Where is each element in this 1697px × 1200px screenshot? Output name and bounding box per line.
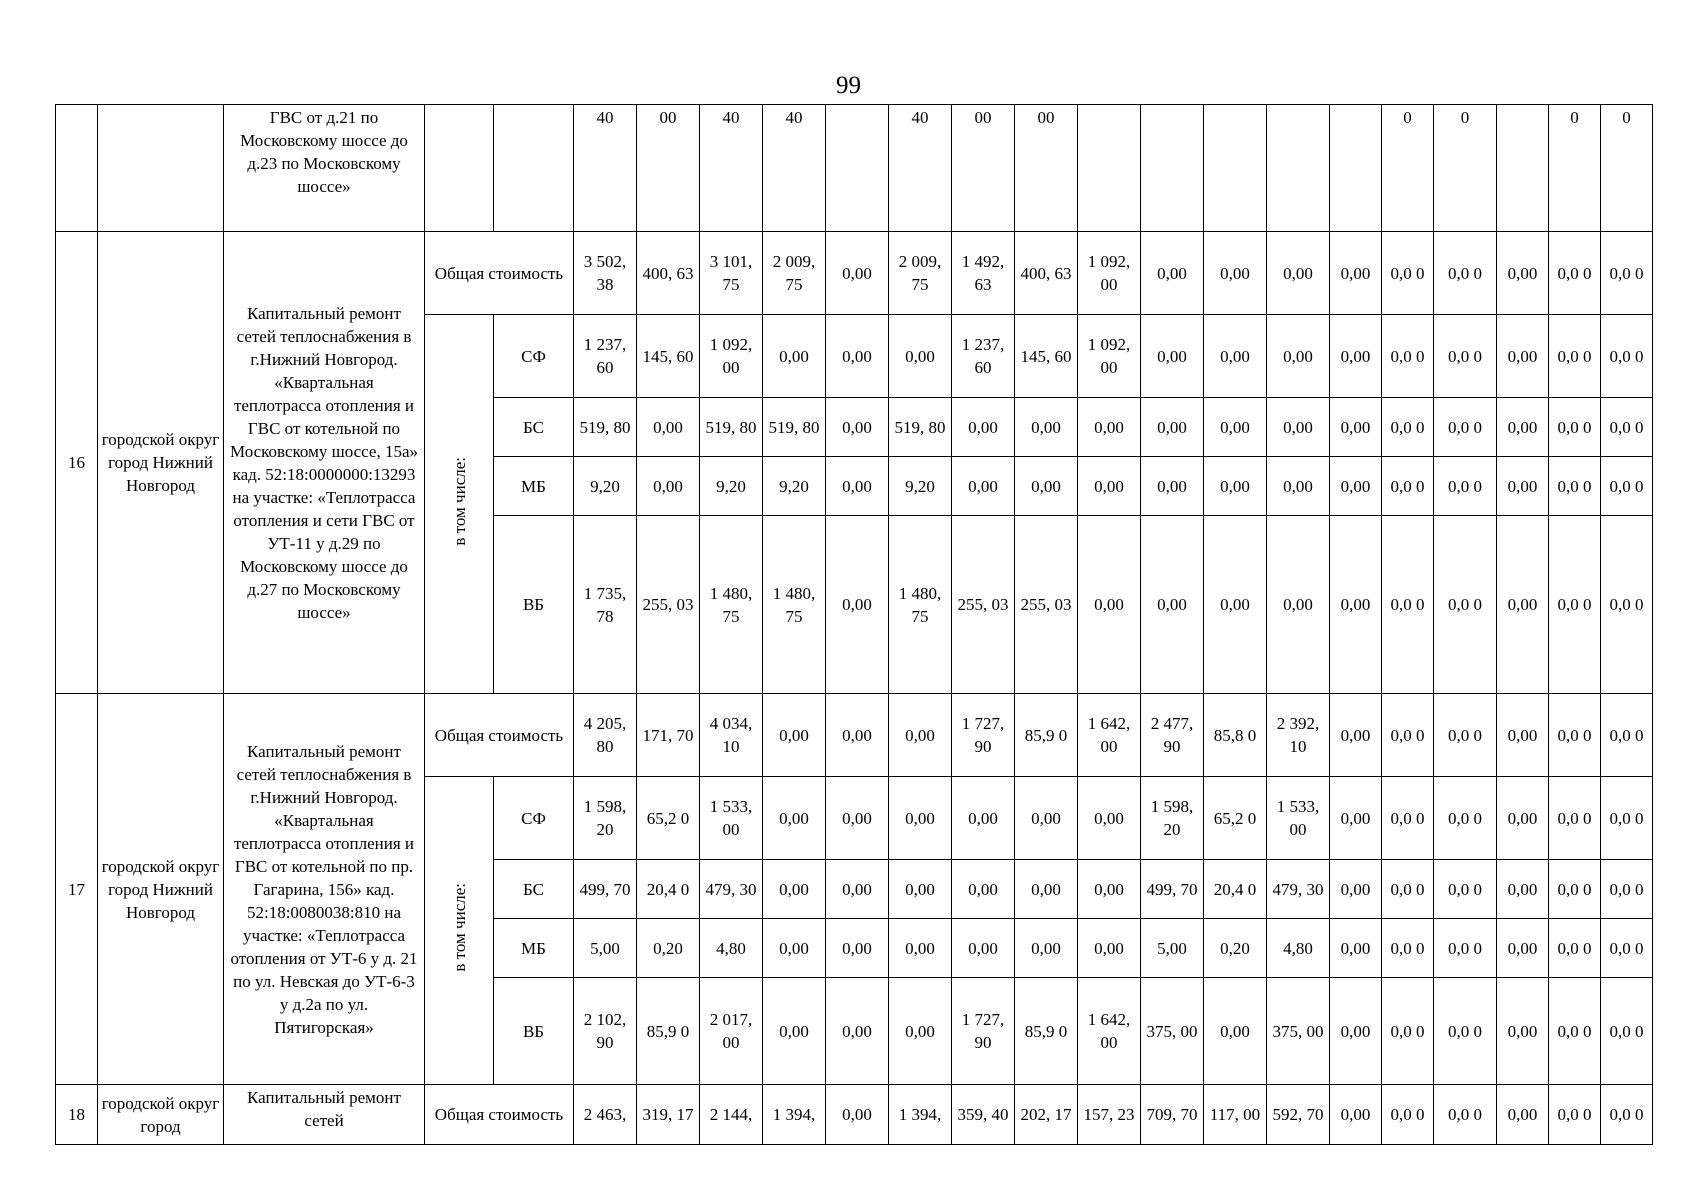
value-cell: 0,00 [1330,315,1382,398]
value-cell: 0,00 [1497,978,1549,1085]
value-cell: 1 533, 00 [700,777,763,860]
including-label-cell [425,777,494,1085]
value-cell: 0 [1549,105,1601,232]
value-cell: 0,0 0 [1382,315,1434,398]
value-cell: 0,00 [889,777,952,860]
total-label: Общая стоимость [425,232,574,315]
funding-source-label: БС [494,398,574,457]
value-cell: 0,00 [763,919,826,978]
value-cell: 40 [700,105,763,232]
value-cell: 1 394, [889,1085,952,1145]
value-cell: 5,00 [574,919,637,978]
value-cell: 375, 00 [1267,978,1330,1085]
municipality-cell: городской округ город [98,1085,224,1145]
value-cell: 1 735, 78 [574,516,637,694]
value-cell: 0,00 [1078,398,1141,457]
value-cell: 0,00 [1497,398,1549,457]
value-cell: 0,0 0 [1434,694,1497,777]
value-cell: 4 205, 80 [574,694,637,777]
value-cell: 0,0 0 [1382,694,1434,777]
value-cell: 255, 03 [637,516,700,694]
municipality-cell: городской округ город Нижний Новгород [98,232,224,694]
value-cell: 0,00 [952,457,1015,516]
value-cell: 0,0 0 [1382,978,1434,1085]
value-cell: 0,0 0 [1601,1085,1653,1145]
value-cell: 0,0 0 [1382,516,1434,694]
value-cell: 0,00 [1497,516,1549,694]
value-cell: 0,00 [763,860,826,919]
value-cell [1330,105,1382,232]
funding-source-label: ВБ [494,516,574,694]
value-cell: 0,0 0 [1434,919,1497,978]
value-cell: 0,0 0 [1382,398,1434,457]
value-cell: 0,0 0 [1549,694,1601,777]
value-cell: 0,00 [1330,516,1382,694]
value-cell: 0,0 0 [1549,232,1601,315]
description-cell: Капитальный ремонт сетей теплоснабжения в г.Нижний Новгород. «Квартальная теплотрасса отопления и ГВС от котельной по Московскому шоссе, 15а» кад. 52:18:0000000:13293 на участке: «Теплотрасса отопления и сети ГВС от УТ-11 у д.29 по Московскому шоссе до д.27 по Московскому шоссе» [224,232,425,694]
value-cell: 2 477, 90 [1141,694,1204,777]
value-cell: 85,9 0 [1015,694,1078,777]
value-cell: 0,00 [826,398,889,457]
number-cell [56,105,98,232]
value-cell: 2 102, 90 [574,978,637,1085]
value-cell: 0,0 0 [1434,457,1497,516]
value-cell: 0,00 [1330,694,1382,777]
value-cell: 0,00 [763,315,826,398]
value-cell [1267,105,1330,232]
value-cell: 0,00 [1015,457,1078,516]
value-cell: 0,00 [1497,777,1549,860]
value-cell: 65,2 0 [637,777,700,860]
value-cell: 0,00 [826,516,889,694]
value-cell: 0,00 [1141,516,1204,694]
value-cell: 40 [574,105,637,232]
value-cell: 0,0 0 [1382,1085,1434,1145]
value-cell: 9,20 [763,457,826,516]
value-cell: 1 642, 00 [1078,978,1141,1085]
value-cell: 0,00 [952,919,1015,978]
value-cell: 0,00 [1267,457,1330,516]
value-cell: 0,0 0 [1601,398,1653,457]
value-cell: 9,20 [574,457,637,516]
value-cell: 0,0 0 [1382,232,1434,315]
value-cell: 0,00 [1204,398,1267,457]
value-cell [1141,105,1204,232]
funding-source-label: СФ [494,315,574,398]
value-cell: 0,0 0 [1434,777,1497,860]
description-cell: Капитальный ремонт сетей [224,1085,425,1145]
value-cell: 0,00 [889,694,952,777]
value-cell: 400, 63 [637,232,700,315]
value-cell: 0,00 [889,860,952,919]
including-label: в том числе: [449,456,469,546]
value-cell: 0,00 [1267,315,1330,398]
value-cell: 0,00 [1078,516,1141,694]
value-cell: 0,00 [1078,919,1141,978]
value-cell: 0,00 [763,777,826,860]
value-cell: 0,00 [1497,1085,1549,1145]
value-cell: 0,00 [1204,232,1267,315]
value-cell: 0,00 [1078,457,1141,516]
value-cell: 40 [889,105,952,232]
value-cell: 1 727, 90 [952,978,1015,1085]
value-cell: 0,00 [826,694,889,777]
value-cell: 0,0 0 [1601,516,1653,694]
value-cell: 319, 17 [637,1085,700,1145]
value-cell: 0,00 [1267,398,1330,457]
value-cell: 0,0 0 [1601,457,1653,516]
value-cell: 0,00 [1078,777,1141,860]
value-cell: 0,00 [1204,978,1267,1085]
value-cell: 519, 80 [763,398,826,457]
value-cell: 0,20 [637,919,700,978]
value-cell: 1 092, 00 [700,315,763,398]
number-cell: 18 [56,1085,98,1145]
value-cell: 85,9 0 [1015,978,1078,1085]
value-cell: 0,0 0 [1382,919,1434,978]
value-cell: 1 237, 60 [574,315,637,398]
municipality-cell [98,105,224,232]
value-cell: 5,00 [1141,919,1204,978]
value-cell: 20,4 0 [637,860,700,919]
value-cell: 0,0 0 [1434,1085,1497,1145]
table-row [56,694,1653,777]
value-cell: 0,00 [1497,919,1549,978]
value-cell: 0,0 0 [1601,694,1653,777]
value-cell: 0,00 [826,919,889,978]
funding-source-label: БС [494,860,574,919]
value-cell: 0,0 0 [1549,777,1601,860]
value-cell: 0,0 0 [1549,457,1601,516]
value-cell: 0,00 [889,978,952,1085]
value-cell: 0,00 [1497,457,1549,516]
value-cell: 0,00 [1204,457,1267,516]
value-cell: 0,00 [1141,457,1204,516]
value-cell: 0,0 0 [1434,315,1497,398]
funding-source-label: ВБ [494,978,574,1085]
value-cell: 0,0 0 [1382,777,1434,860]
value-cell: 0,0 0 [1549,919,1601,978]
value-cell: 0,00 [1267,516,1330,694]
value-cell: 0,00 [1330,777,1382,860]
value-cell: 1 092, 00 [1078,315,1141,398]
value-cell: 0,00 [637,457,700,516]
value-cell: 0,00 [1141,315,1204,398]
value-cell: 0,00 [826,457,889,516]
value-cell: 85,8 0 [1204,694,1267,777]
number-cell: 17 [56,694,98,1085]
page-number: 99 [836,72,861,99]
value-cell: 2 463, [574,1085,637,1145]
value-cell: 479, 30 [700,860,763,919]
label-cell [425,105,494,232]
value-cell: 00 [637,105,700,232]
value-cell: 171, 70 [637,694,700,777]
value-cell: 157, 23 [1078,1085,1141,1145]
value-cell: 519, 80 [889,398,952,457]
value-cell: 0 [1382,105,1434,232]
value-cell: 0,00 [1078,860,1141,919]
value-cell: 00 [952,105,1015,232]
value-cell: 0,00 [1141,398,1204,457]
value-cell: 0,00 [1497,860,1549,919]
funding-source-label: МБ [494,919,574,978]
value-cell: 0,0 0 [1434,860,1497,919]
value-cell: 3 101, 75 [700,232,763,315]
value-cell: 1 092, 00 [1078,232,1141,315]
including-label-cell [425,315,494,694]
value-cell: 4,80 [700,919,763,978]
value-cell [826,105,889,232]
value-cell: 375, 00 [1141,978,1204,1085]
value-cell: 0,00 [1330,919,1382,978]
value-cell: 1 642, 00 [1078,694,1141,777]
value-cell: 0,0 0 [1601,777,1653,860]
value-cell: 1 394, [763,1085,826,1145]
value-cell: 0,0 0 [1549,516,1601,694]
including-label: в том числе: [449,883,469,972]
value-cell: 0,00 [1330,398,1382,457]
value-cell: 0,00 [952,777,1015,860]
value-cell: 400, 63 [1015,232,1078,315]
value-cell: 0,0 0 [1434,398,1497,457]
value-cell: 0,00 [826,315,889,398]
funding-source-label: СФ [494,777,574,860]
value-cell: 0,00 [1204,315,1267,398]
value-cell: 519, 80 [574,398,637,457]
value-cell: 0,0 0 [1601,978,1653,1085]
value-cell: 2 009, 75 [889,232,952,315]
value-cell: 0 [1434,105,1497,232]
funding-source-label: МБ [494,457,574,516]
value-cell: 0,00 [1330,457,1382,516]
value-cell: 0,0 0 [1601,860,1653,919]
value-cell: 0,00 [952,860,1015,919]
value-cell: 0,0 0 [1549,398,1601,457]
value-cell: 1 598, 20 [574,777,637,860]
value-cell [1204,105,1267,232]
value-cell: 145, 60 [1015,315,1078,398]
value-cell: 0,0 0 [1549,978,1601,1085]
value-cell: 255, 03 [952,516,1015,694]
value-cell: 1 480, 75 [700,516,763,694]
value-cell: 65,2 0 [1204,777,1267,860]
value-cell: 0,0 0 [1434,978,1497,1085]
value-cell: 0,00 [889,315,952,398]
description-cell: ГВС от д.21 по Московскому шоссе до д.23 по Московскому шоссе» [224,105,425,232]
value-cell: 1 727, 90 [952,694,1015,777]
value-cell: 0,00 [1330,1085,1382,1145]
value-cell: 0,00 [1015,919,1078,978]
value-cell: 519, 80 [700,398,763,457]
total-label: Общая стоимость [425,694,574,777]
value-cell: 0,00 [1330,232,1382,315]
value-cell: 359, 40 [952,1085,1015,1145]
value-cell: 0,00 [1204,516,1267,694]
value-cell: 0,00 [826,978,889,1085]
value-cell: 0,00 [826,777,889,860]
value-cell: 0,00 [1497,315,1549,398]
value-cell: 0,20 [1204,919,1267,978]
value-cell: 4 034, 10 [700,694,763,777]
value-cell: 0,0 0 [1601,232,1653,315]
value-cell: 1 480, 75 [763,516,826,694]
number-cell: 16 [56,232,98,694]
value-cell: 0,00 [952,398,1015,457]
municipality-cell: городской округ город Нижний Новгород [98,694,224,1085]
value-cell: 2 009, 75 [763,232,826,315]
value-cell: 9,20 [889,457,952,516]
value-cell: 0 [1601,105,1653,232]
value-cell: 0,00 [637,398,700,457]
value-cell: 0,00 [1015,777,1078,860]
value-cell: 0,00 [1330,860,1382,919]
value-cell: 40 [763,105,826,232]
value-cell: 592, 70 [1267,1085,1330,1145]
value-cell: 2 017, 00 [700,978,763,1085]
value-cell: 0,0 0 [1601,315,1653,398]
budget-table [55,104,1653,1145]
value-cell: 0,00 [1015,860,1078,919]
table-row [56,232,1653,315]
value-cell: 0,00 [763,978,826,1085]
value-cell: 117, 00 [1204,1085,1267,1145]
value-cell: 0,00 [1141,232,1204,315]
description-cell: Капитальный ремонт сетей теплоснабжения в г.Нижний Новгород. «Квартальная теплотрасса отопления и ГВС от котельной по пр. Гагарина, 156» кад. 52:18:0080038:810 на участке: «Теплотрасса отопления от УТ-6 у д. 21 по ул. Невская до УТ-6-3 у д.2а по ул. Пятигорская» [224,694,425,1085]
value-cell: 0,0 0 [1601,919,1653,978]
label-cell [494,105,574,232]
table-row [56,1085,1653,1145]
value-cell: 0,0 0 [1434,516,1497,694]
value-cell: 709, 70 [1141,1085,1204,1145]
value-cell: 0,00 [826,860,889,919]
value-cell: 3 502, 38 [574,232,637,315]
value-cell: 0,0 0 [1549,860,1601,919]
value-cell: 255, 03 [1015,516,1078,694]
value-cell: 20,4 0 [1204,860,1267,919]
value-cell: 202, 17 [1015,1085,1078,1145]
value-cell: 0,00 [1497,694,1549,777]
value-cell: 2 392, 10 [1267,694,1330,777]
value-cell: 85,9 0 [637,978,700,1085]
value-cell: 0,0 0 [1549,1085,1601,1145]
value-cell: 0,00 [1330,978,1382,1085]
value-cell: 1 533, 00 [1267,777,1330,860]
total-label: Общая стоимость [425,1085,574,1145]
value-cell: 1 480, 75 [889,516,952,694]
value-cell: 1 492, 63 [952,232,1015,315]
value-cell: 0,00 [826,1085,889,1145]
value-cell: 1 598, 20 [1141,777,1204,860]
value-cell: 0,0 0 [1549,315,1601,398]
value-cell: 145, 60 [637,315,700,398]
value-cell: 0,0 0 [1382,457,1434,516]
value-cell: 479, 30 [1267,860,1330,919]
table-row [56,105,1653,232]
value-cell: 0,00 [826,232,889,315]
value-cell: 0,00 [1267,232,1330,315]
value-cell: 9,20 [700,457,763,516]
value-cell [1497,105,1549,232]
value-cell: 0,00 [1015,398,1078,457]
value-cell: 0,0 0 [1382,860,1434,919]
value-cell: 1 237, 60 [952,315,1015,398]
value-cell: 2 144, [700,1085,763,1145]
value-cell: 0,0 0 [1434,232,1497,315]
value-cell: 00 [1015,105,1078,232]
value-cell: 0,00 [763,694,826,777]
value-cell: 0,00 [889,919,952,978]
value-cell: 0,00 [1497,232,1549,315]
value-cell: 4,80 [1267,919,1330,978]
value-cell: 499, 70 [1141,860,1204,919]
value-cell [1078,105,1141,232]
value-cell: 499, 70 [574,860,637,919]
